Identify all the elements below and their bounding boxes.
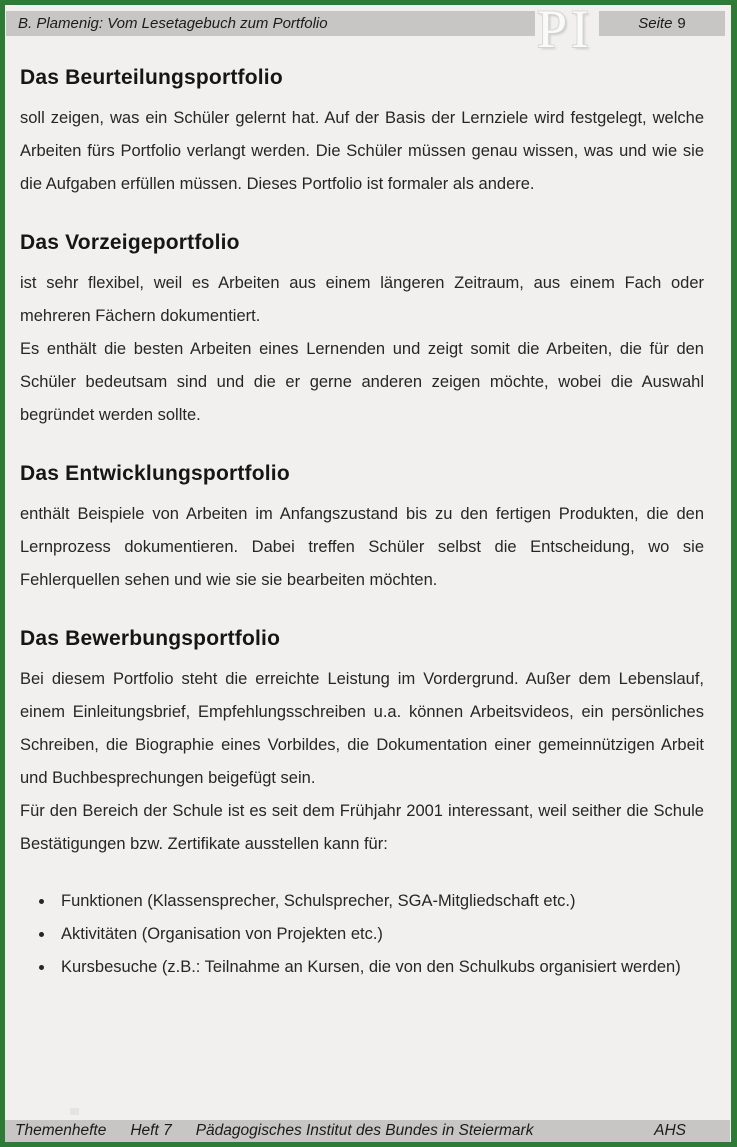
pi-logo-text: PI xyxy=(537,0,594,59)
section-beurteilungsportfolio xyxy=(20,66,704,201)
section-heading: Das Bewerbungsportfolio xyxy=(20,627,281,650)
paragraph: ist sehr flexibel, weil es Arbeiten aus einem längeren Zeitraum, aus einem Fach oder mehreren Fächern dokumentiert. xyxy=(20,274,704,325)
bullet-list xyxy=(20,885,704,984)
paragraph: soll zeigen, was ein Schüler gelernt hat. Auf der Basis der Lernziele wird festgelegt, welche Arbeiten fürs Portfolio verlangt werden. Die Schüler müssen genau wissen, was und wie sie die Aufgaben erfüllen müssen. Dieses Portfolio ist formaler als andere. xyxy=(20,109,704,193)
paragraph: Für den Bereich der Schule ist es seit dem Frühjahr 2001 interessant, weil seither die Schule Bestätigungen bzw. Zertifikate ausstellen kann für: xyxy=(20,802,704,853)
footer-institute: Pädagogisches Institut des Bundes in Steiermark xyxy=(195,1122,534,1139)
section-entwicklungsportfolio xyxy=(20,462,704,597)
paragraph: enthält Beispiele von Arbeiten im Anfangszustand bis zu den fertigen Produkten, die den Lernprozess dokumentieren. Dabei treffen Schüler selbst die Entscheidung, wo sie Fehlerquellen sehen und wie sie sie bearbeiten möchten. xyxy=(20,505,704,589)
scan-smudge-artifact xyxy=(70,1108,79,1115)
bullet-item: • Funktionen (Klassensprecher, Schulsprecher, SGA-Mitgliedschaft etc.) xyxy=(55,885,704,918)
page-number-value: 9 xyxy=(677,15,686,32)
content-area xyxy=(5,5,731,984)
footer-edition: AHS xyxy=(654,1122,686,1139)
footer-issue: Heft 7 xyxy=(130,1122,172,1139)
page-header xyxy=(6,0,725,59)
section-vorzeigeportfolio xyxy=(20,231,704,432)
header-title-bar xyxy=(6,11,535,36)
section-bewerbungsportfolio xyxy=(20,627,704,984)
page-number-label: Seite xyxy=(638,15,673,32)
pi-logo xyxy=(535,0,599,59)
bullet-item: • Kursbesuche (z.B.: Teilnahme an Kursen, die von den Schulkubs organisiert werden) xyxy=(55,951,704,984)
page-footer xyxy=(5,1120,730,1142)
header-title: B. Plamenig: Vom Lesetagebuch zum Portfolio xyxy=(18,15,328,32)
paragraph: Es enthält die besten Arbeiten eines Lernenden und zeigt somit die Arbeiten, die für den Schüler bedeutsam sind und die er gerne anderen zeigen möchte, wobei die Auswahl begründet werden sollte. xyxy=(20,340,704,424)
section-heading: Das Vorzeigeportfolio xyxy=(20,231,240,254)
paragraph: Bei diesem Portfolio steht die erreichte Leistung im Vordergrund. Außer dem Lebenslauf, einem Einleitungsbrief, Empfehlungsschreiben u.a. können Arbeitsvideos, ein persönliches Schreiben, die Biographie eines Vorbildes, die Dokumentation einer gemeinnützigen Arbeit und Buchbesprechungen beigefügt sein. xyxy=(20,670,704,787)
footer-series: Themenhefte xyxy=(15,1122,107,1139)
section-heading: Das Beurteilungsportfolio xyxy=(20,66,283,89)
page-number-bar xyxy=(599,11,725,36)
section-heading: Das Entwicklungsportfolio xyxy=(20,462,290,485)
bullet-item: • Aktivitäten (Organisation von Projekten etc.) xyxy=(55,918,704,951)
